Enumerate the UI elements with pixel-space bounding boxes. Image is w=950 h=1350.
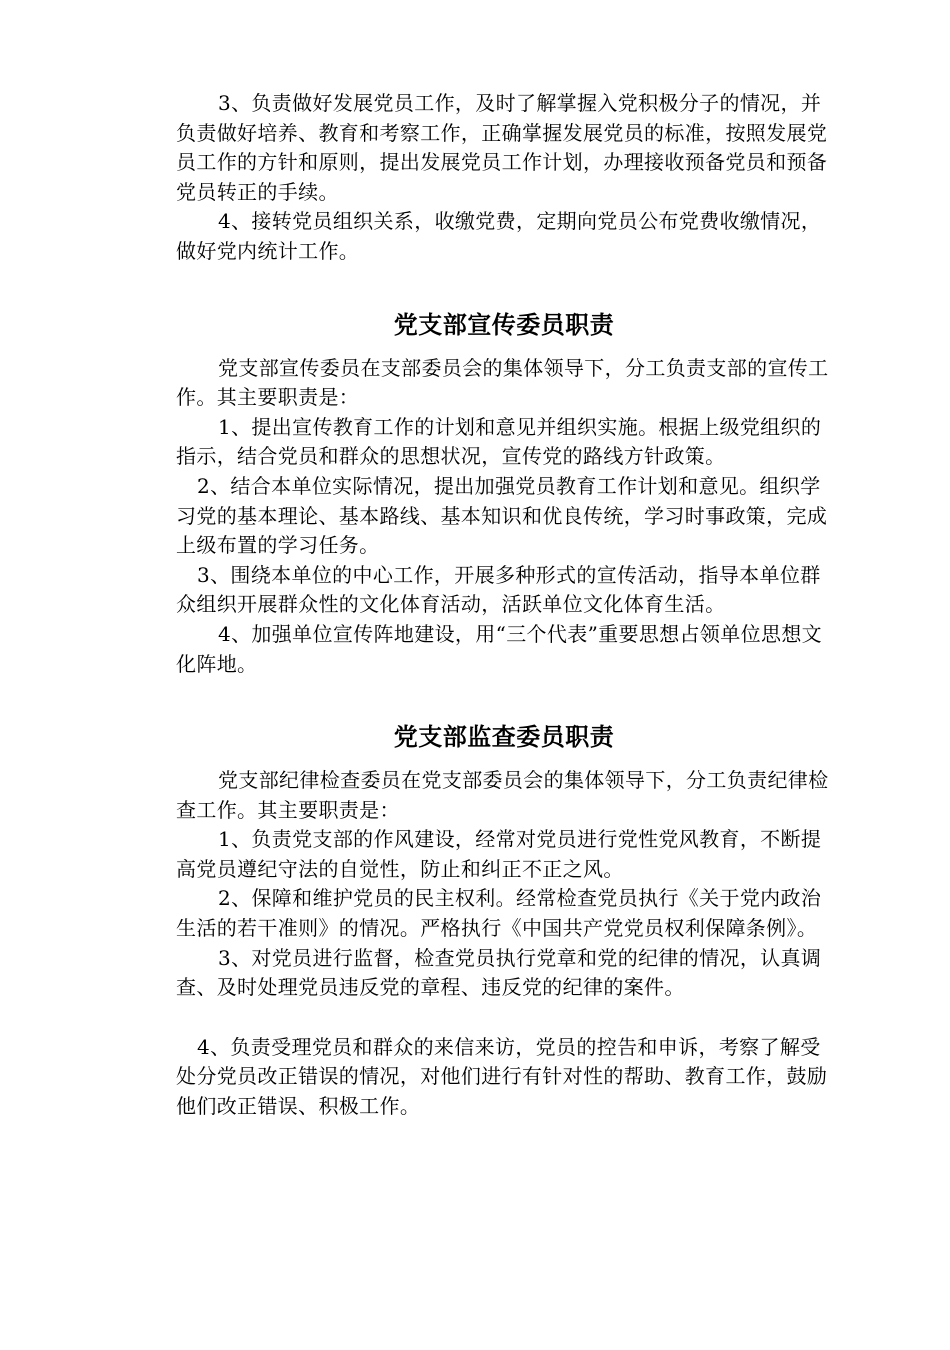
propaganda-duty-item-4: 4、加强单位宣传阵地建设，用“三个代表”重要思想占领单位思想文化阵地。 [176,621,823,676]
org-duty-item-4: 4、接转党员组织关系，收缴党费，定期向党员公布党费收缴情况，做好党内统计工作。 [176,209,822,263]
org-duty-item-3: 3、负责做好发展党员工作，及时了解掌握入党积极分子的情况，并负责做好培养、教育和考察工作，正确掌握发展党员的标准，按照发展党员工作的方针和原则，提出发展党员工作计划，办理接收预备党员和预备党员转正的手续。 [176,91,828,204]
section-spacer [176,679,832,722]
supervision-duty-item-1: 1、负责党支部的作风建设，经常对党员进行党性党风教育，不断提高党员遵纪守法的自觉性，防止和纠正不正之风。 [176,827,822,881]
supervision-duty-item-4: 4、负责受理党员和群众的来信来访，党员的控告和申诉，考察了解受处分党员改正错误的情况，对他们进行有针对性的帮助、教育工作，鼓励他们改正错误、积极工作。 [176,1034,828,1119]
section-spacer [176,340,832,354]
section-spacer [176,267,832,310]
supervision-duty-item-3: 3、对党员进行监督，检查党员执行党章和党的纪律的情况，认真调查、及时处理党员违反党的章程、违反党的纪律的案件。 [176,945,822,1000]
propaganda-section-title: 党支部宣传委员职责 [393,309,615,339]
propaganda-duty-item-2: 2、结合本单位实际情况，提出加强党员教育工作计划和意见。组织学习党的基本理论、基本路线、基本知识和优良传统，学习时事政策，完成上级布置的学习任务。 [176,473,828,558]
supervision-duty-item-2: 2、保障和维护党员的民主权利。经常检查党员执行《关于党内政治生活的若干准则》的情况。严格执行《中国共产党党员权利保障条例》。 [176,886,822,941]
document-page [176,89,832,1122]
supervision-intro: 党支部纪律检查委员在党支部委员会的集体领导下，分工负责纪律检查工作。其主要职责是： [176,768,829,822]
propaganda-duty-item-1: 1、提出宣传教育工作的计划和意见并组织实施。根据上级党组织的指示，结合党员和群众的思想状况，宣传党的路线方针政策。 [176,414,822,469]
section-spacer [176,752,832,766]
supervision-section-title: 党支部监查委员职责 [393,722,615,752]
blank-line [176,1003,832,1033]
propaganda-intro: 党支部宣传委员在支部委员会的集体领导下，分工负责支部的宣传工作。其主要职责是： [176,355,829,410]
propaganda-duty-item-3: 3、围绕本单位的中心工作，开展多种形式的宣传活动，指导本单位群众组织开展群众性的文化体育活动，活跃单位文化体育生活。 [176,562,821,617]
